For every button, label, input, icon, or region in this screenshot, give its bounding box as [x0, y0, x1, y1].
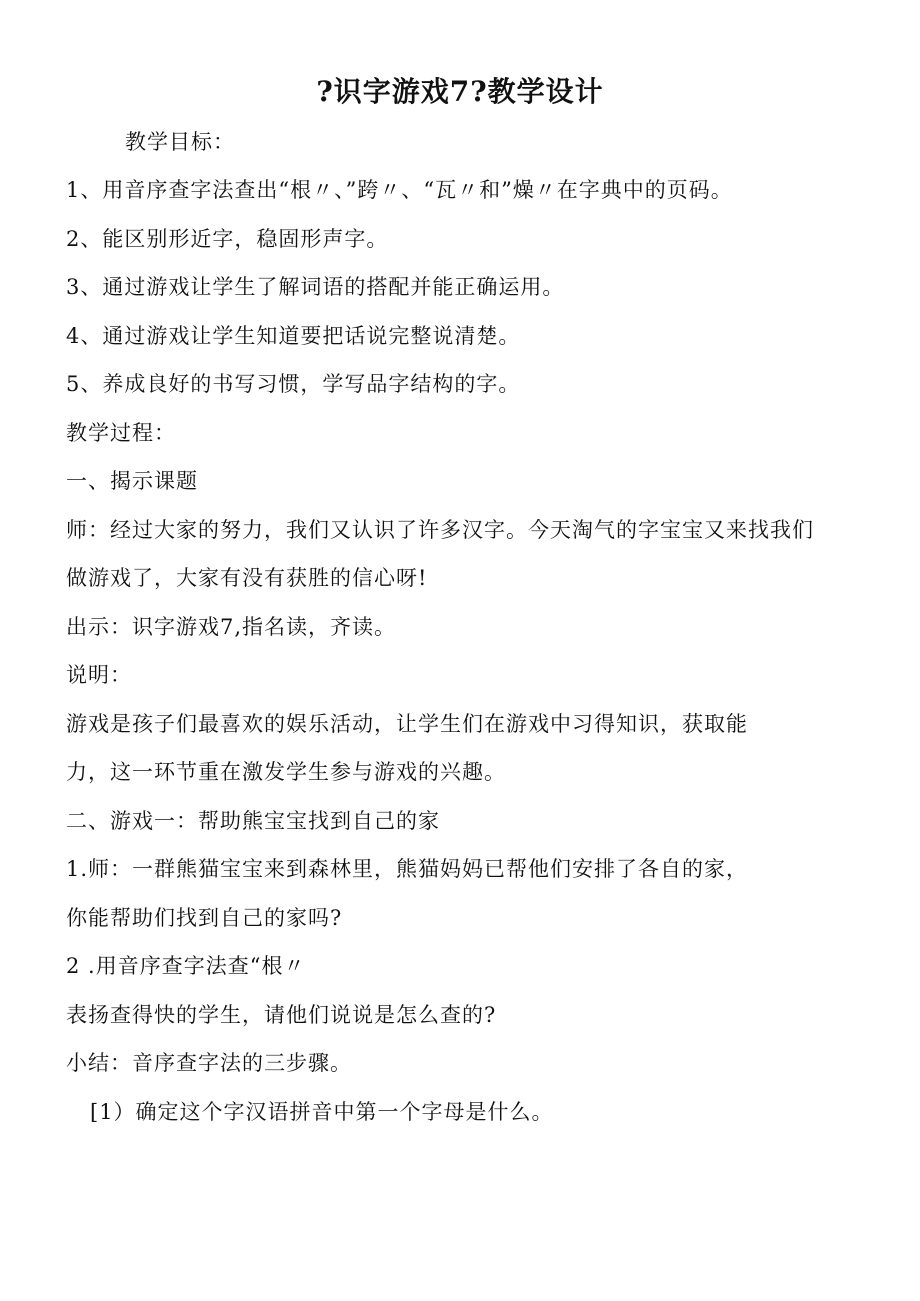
paragraph-line: 表扬查得快的学生，请他们说说是怎么查的?: [66, 1003, 497, 1027]
paragraph-line: 出示：识字游戏7,指名读，齐读。: [66, 615, 397, 639]
paragraph-line: [1）确定这个字汉语拼音中第一个字母是什么。: [90, 1100, 554, 1124]
paragraph-line: 小结：音序查字法的三步骤。: [66, 1051, 352, 1075]
objective-1: 1、用音序查字法查出“根〃、”跨〃、“瓦〃和”燥〃在字典中的页码。: [66, 178, 733, 202]
objective-5: 5、养成良好的书写习惯，学写品字结构的字。: [66, 372, 521, 396]
paragraph-line: 师：经过大家的努力，我们又认识了许多汉字。今天淘气的字宝宝又来找我们: [66, 518, 814, 542]
paragraph-line: 游戏是孩子们最喜欢的娱乐活动，让学生们在游戏中习得知识，获取能: [66, 712, 748, 736]
paragraph-line: 力，这一环节重在激发学生参与游戏的兴趣。: [66, 760, 506, 784]
paragraph-line: 说明：: [66, 663, 132, 687]
paragraph-line: 做游戏了，大家有没有获胜的信心呀!: [66, 566, 428, 590]
objective-2: 2、能区别形近字，稳固形声字。: [66, 227, 389, 251]
document-title: ?识字游戏7?教学设计: [316, 75, 604, 108]
step-heading-1: 一、揭示课题: [66, 469, 198, 493]
objective-4: 4、通过游戏让学生知道要把话说完整说清楚。: [66, 324, 521, 348]
paragraph-line: 你能帮助们找到自己的家吗?: [66, 906, 343, 930]
paragraph-line: 2 .用音序查字法查“根〃: [66, 954, 306, 978]
objective-3: 3、通过游戏让学生了解词语的搭配并能正确运用。: [66, 275, 565, 299]
section-heading-objectives: 教学目标：: [125, 130, 235, 154]
step-heading-2: 二、游戏一：帮助熊宝宝找到自己的家: [66, 809, 440, 833]
paragraph-line: 1.师：一群熊猫宝宝来到森林里，熊猫妈妈已帮他们安排了各自的家，: [66, 857, 749, 881]
section-heading-process: 教学过程：: [66, 421, 176, 445]
